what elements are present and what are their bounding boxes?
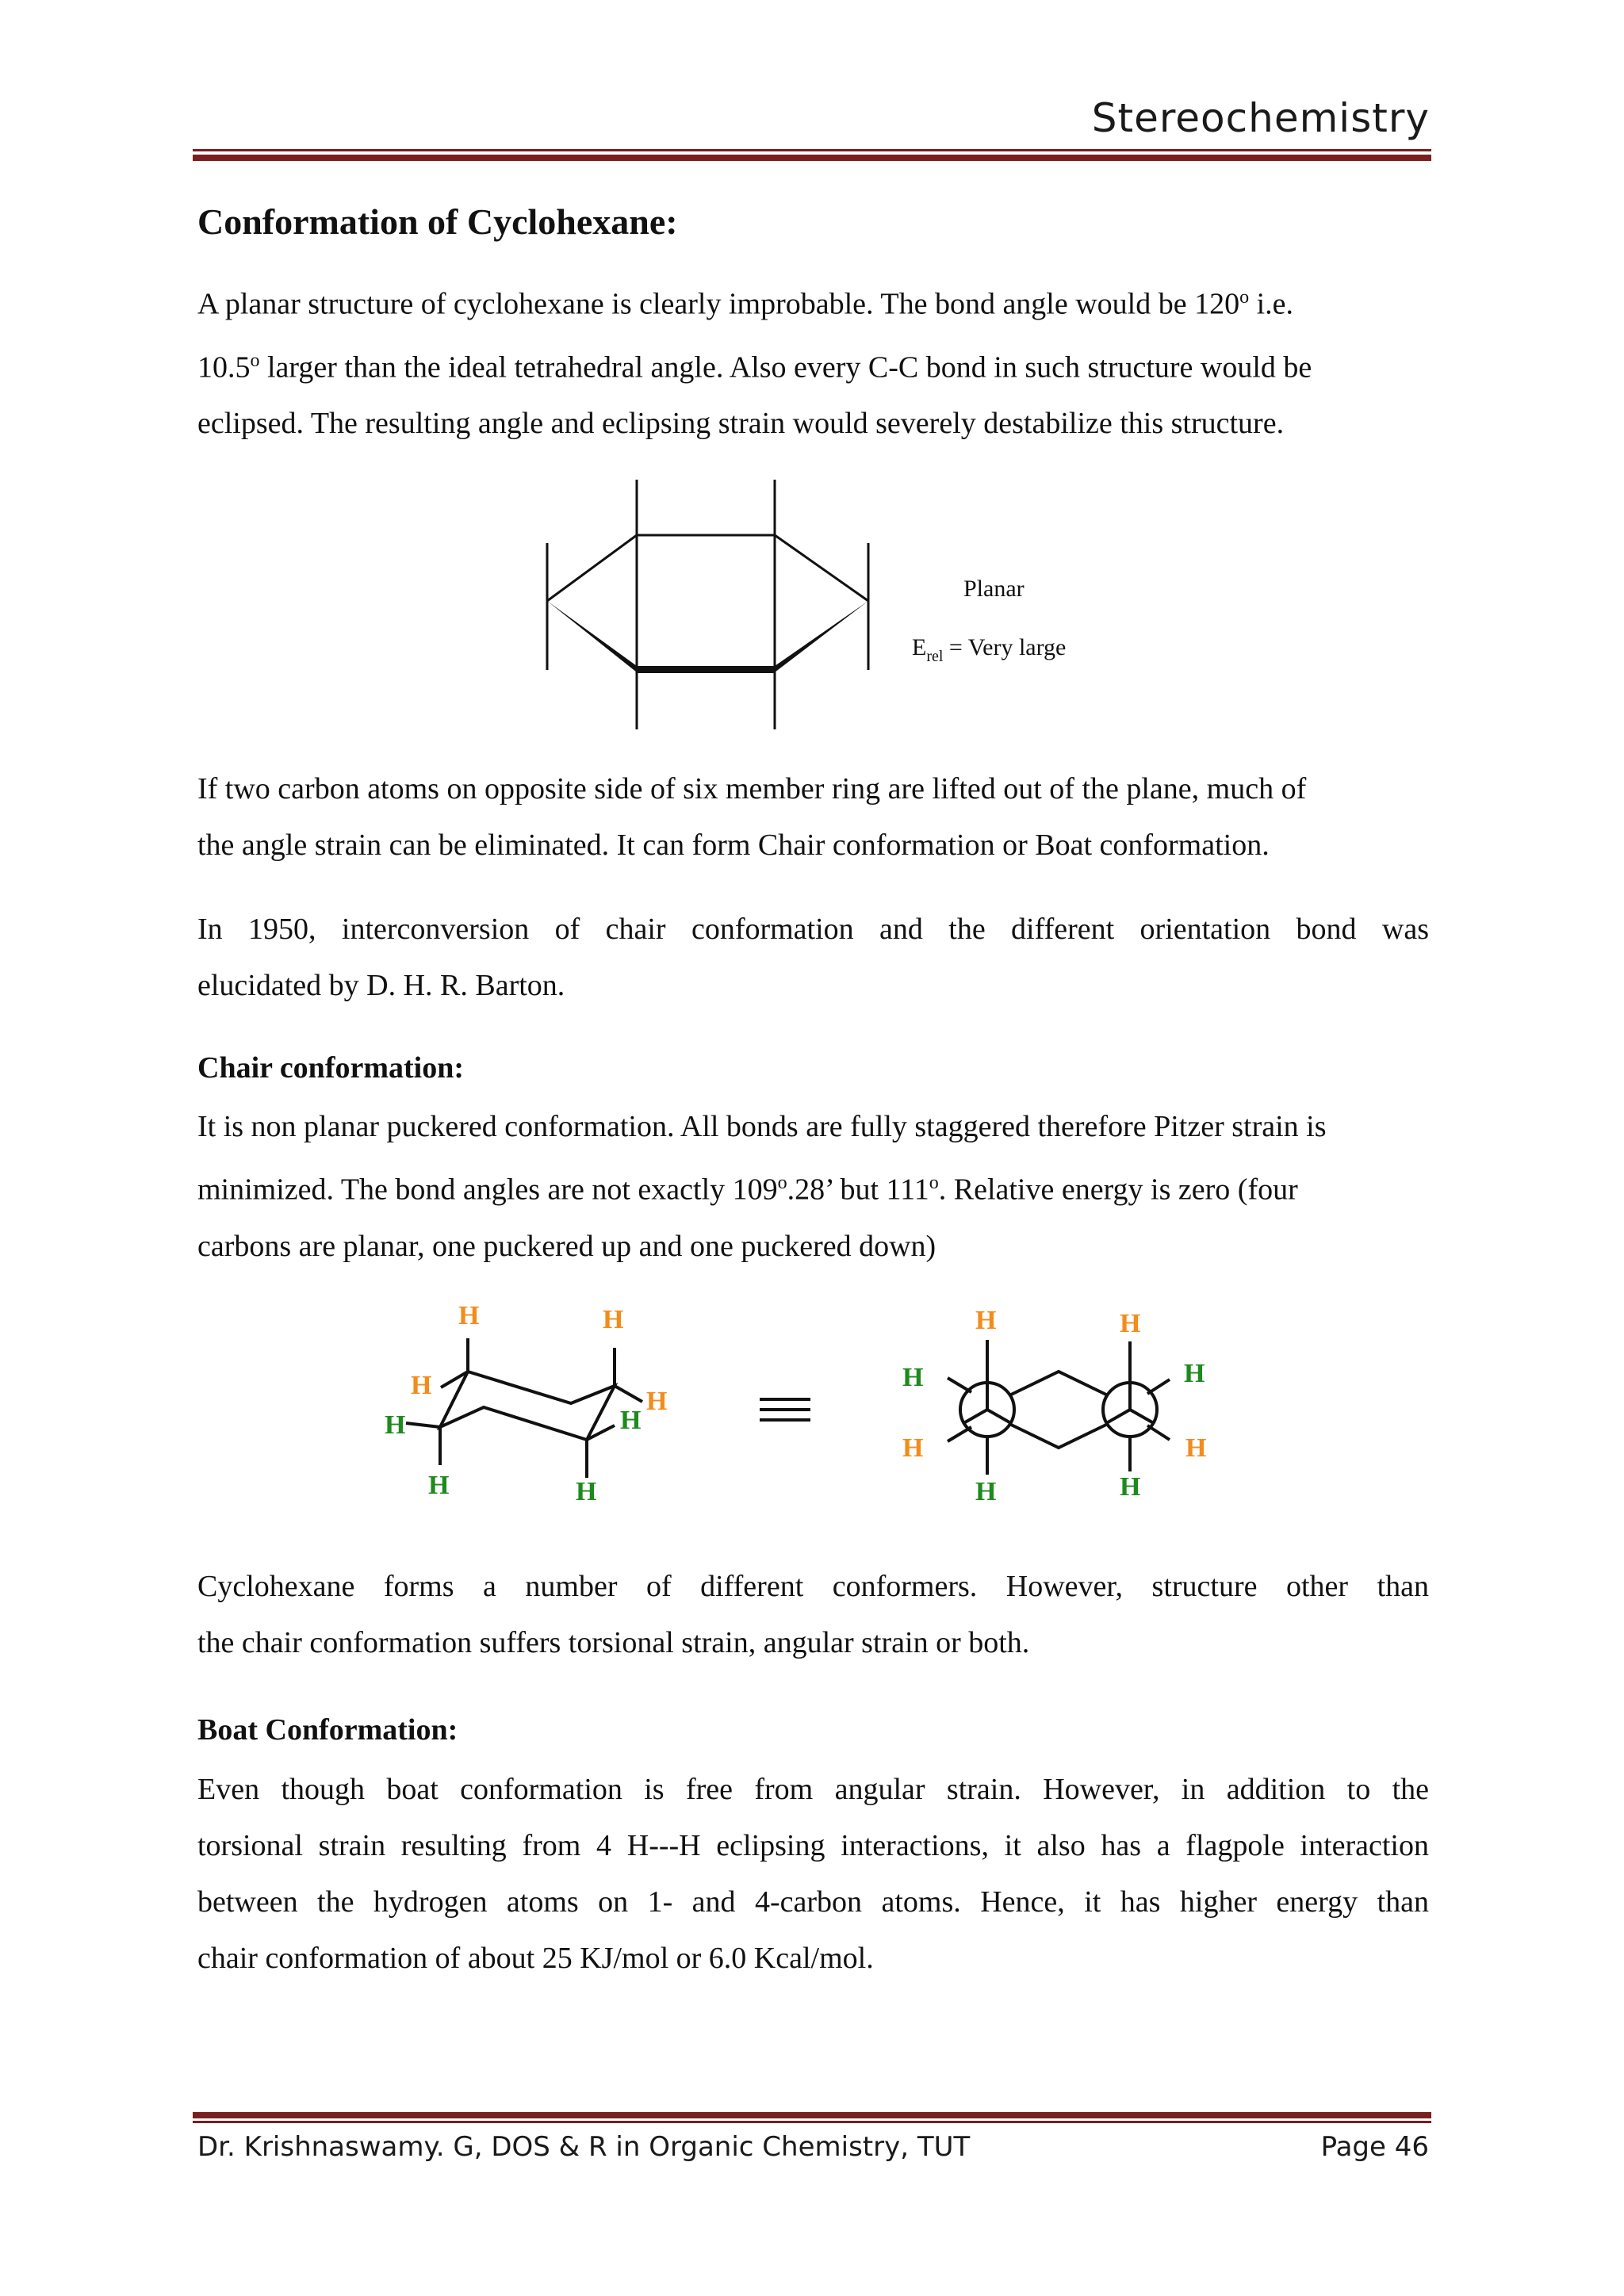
chair-conformation-figure [373, 1292, 1261, 1514]
header-rule-thick [193, 155, 1431, 161]
ring-link-bottom [1009, 1424, 1108, 1448]
paragraph-planar [197, 270, 1429, 452]
ring-link-top [1009, 1372, 1108, 1395]
footer-page-number: Page 46 [1320, 2131, 1429, 2163]
h-axial-4: H [646, 1387, 668, 1416]
planar-cyclohexane-figure [539, 468, 1142, 737]
paragraph-lift [197, 761, 1429, 874]
equivalence-sign [760, 1399, 810, 1420]
chair-ring [440, 1372, 615, 1440]
h-equatorial-2: H [620, 1406, 642, 1435]
boat-line2: torsional strain resulting from 4 H---H eclipsing interactions, it also has a flagpole interaction [197, 1829, 1429, 1862]
newman-h-3: H [902, 1363, 924, 1392]
newman-h-1: H [975, 1306, 997, 1335]
footer-rule-thin [193, 2121, 1431, 2123]
erel-label: $E_{rel}$ = Very large [912, 634, 1067, 665]
h-equatorial-4: H [576, 1477, 597, 1506]
para1-line1: A planar structure of cyclohexane is clearly improbable. The bond angle would be 120$^o$ i.e. [197, 287, 1294, 321]
chair-heading: Chair conformation: [197, 1051, 464, 1085]
para4-line2: the chair conformation suffers torsional strain, angular strain or both. [197, 1626, 1030, 1659]
newman-projection [948, 1340, 1170, 1475]
section-heading: Conformation of Cyclohexane: [197, 201, 678, 242]
paragraph-conformers [197, 1559, 1429, 1671]
wedge-bond-right [775, 601, 868, 672]
h-equatorial-3: H [428, 1471, 450, 1500]
newman-h-5: H [902, 1433, 924, 1463]
h-axial-2: H [603, 1305, 624, 1334]
h-equatorial-1: H [385, 1410, 406, 1440]
paragraph-boat [197, 1762, 1429, 1987]
boat-line4: chair conformation of about 25 KJ/mol or 6.0 Kcal/mol. [197, 1942, 874, 1975]
footer-author: Dr. Krishnaswamy. G, DOS & R in Organic Chemistry, TUT [197, 2131, 971, 2163]
newman-h-4: H [1184, 1359, 1205, 1388]
para2-line1: If two carbon atoms on opposite side of six member ring are lifted out of the plane, much of [197, 772, 1307, 806]
ring-bond-top-right [775, 535, 868, 601]
para1-line3: eclipsed. The resulting angle and eclipsing strain would severely destabilize this structure. [197, 407, 1285, 441]
chair-line3: carbons are planar, one puckered up and one puckered down) [197, 1229, 936, 1263]
chair-line2: minimized. The bond angles are not exactly 109$^o$.28’ but 111$^o$. Relative energy is zero (four [197, 1173, 1298, 1207]
planar-label: Planar [963, 576, 1025, 602]
header-title: Stereochemistry [1091, 95, 1430, 141]
chair-line1: It is non planar puckered conformation. All bonds are fully staggered therefore Pitzer strain is [197, 1110, 1327, 1143]
newman-h-7: H [975, 1477, 997, 1506]
para2-line2: the angle strain can be eliminated. It can form Chair conformation or Boat conformation. [197, 828, 1270, 862]
boat-line3: between the hydrogen atoms on 1- and 4-carbon atoms. Hence, it has higher energy than [197, 1885, 1429, 1919]
newman-h-6: H [1185, 1433, 1207, 1463]
para4-line1: Cyclohexane forms a number of different conformers. However, structure other than [197, 1570, 1429, 1603]
h-axial-1: H [458, 1301, 480, 1330]
paragraph-chair [197, 1099, 1429, 1275]
para1-line2: 10.5$^o$ larger than the ideal tetrahedral angle. Also every C-C bond in such structure would be [197, 350, 1312, 385]
boat-line1: Even though boat conformation is free from angular strain. However, in addition to the [197, 1773, 1429, 1806]
paragraph-barton [197, 901, 1429, 1014]
para3-line1: In 1950, interconversion of chair conformation and the different orientation bond was [197, 913, 1429, 946]
h-axial-3: H [411, 1371, 432, 1400]
header-rule-thin [193, 149, 1431, 151]
newman-h-2: H [1120, 1309, 1141, 1338]
wedge-bond-left [547, 601, 637, 672]
footer-rule-thick [193, 2112, 1431, 2118]
para3-line2: elucidated by D. H. R. Barton. [197, 969, 565, 1002]
ring-bond-top-left [547, 535, 637, 601]
newman-h-8: H [1120, 1472, 1141, 1502]
chair-structure [406, 1338, 642, 1478]
boat-heading: Boat Conformation: [197, 1713, 458, 1747]
thick-bond-bottom [637, 666, 775, 673]
